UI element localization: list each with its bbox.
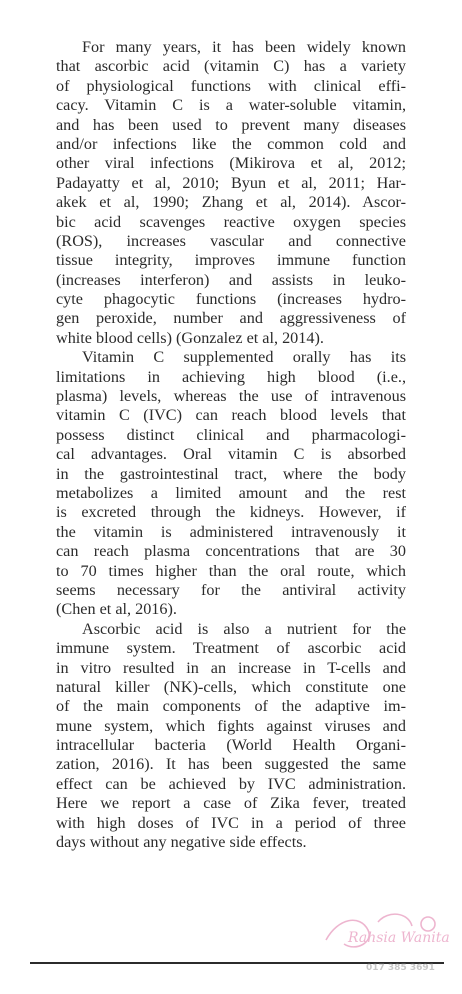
text-line: Here we report a case of Zika fever, treated [56,794,406,813]
text-line: zation, 2016). It has been suggested the same [56,755,406,774]
paragraph-2 [56,348,406,619]
text-line: vitamin C (IVC) can reach blood levels that [56,406,406,425]
text-line: can reach plasma concentrations that are 30 [56,542,406,561]
text-line: Padayatty et al, 2010; Byun et al, 2011; Har- [56,173,406,192]
text-line: of physiological functions with clinical effi- [56,76,406,95]
text-line: natural killer (NK)-cells, which constitute one [56,677,406,696]
text-line: cal advantages. Oral vitamin C is absorbed [56,445,406,464]
paragraph-3 [56,620,406,853]
text-line: in the gastrointestinal tract, where the body [56,464,406,483]
text-line: (ROS), increases vascular and connective [56,231,406,250]
text-line: bic acid scavenges reactive oxygen species [56,212,406,231]
text-line: and has been used to prevent many diseases [56,115,406,134]
text-line: effect can be achieved by IVC administration. [56,774,406,793]
text-line: possess distinct clinical and pharmacologi- [56,425,406,444]
text-line: immune system. Treatment of ascorbic acid [56,639,406,658]
text-line: (Chen et al, 2016). [56,600,177,619]
text-line: For many years, it has been widely known [82,38,406,56]
watermark-logo [308,900,458,990]
text-line: and/or infections like the common cold and [56,134,406,153]
text-line: limitations in achieving high blood (i.e., [56,367,406,386]
text-line: in vitro resulted in an increase in T-cells and [56,658,406,677]
text-line: other viral infections (Mikirova et al, 2012; [56,154,406,173]
text-line: the vitamin is administered intravenously it [56,522,406,541]
text-line: Ascorbic acid is also a nutrient for the [82,619,406,638]
text-line: days without any negative side effects. [56,833,307,852]
text-line: akek et al, 1990; Zhang et al, 2014). Ascor- [56,193,406,212]
text-line: of the main components of the adaptive im- [56,697,406,716]
text-column [56,38,406,852]
text-line: to 70 times higher than the oral route, which [56,561,406,580]
svg-text:Rahsia Wanita: Rahsia Wanita [348,930,450,946]
text-line: gen peroxide, number and aggressiveness of [56,309,406,328]
text-line: intracellular bacteria (World Health Organi- [56,736,406,755]
footer-rule [30,962,444,964]
text-line: Vitamin C supplemented orally has its [82,348,406,367]
svg-text:017 385 3691: 017 385 3691 [366,963,435,973]
text-line: with high doses of IVC in a period of three [56,813,406,832]
text-line: (increases interferon) and assists in leuko- [56,270,406,289]
text-line: plasma) levels, whereas the use of intravenous [56,387,406,406]
text-line: mune system, which fights against viruses and [56,716,406,735]
text-line: that ascorbic acid (vitamin C) has a variety [56,57,406,76]
text-line: cyte phagocytic functions (increases hydro- [56,290,406,309]
text-line: white blood cells) (Gonzalez et al, 2014). [56,328,324,347]
text-line: tissue integrity, improves immune function [56,251,406,270]
text-line: cacy. Vitamin C is a water-soluble vitamin, [56,96,406,115]
text-line: seems necessary for the antiviral activity [56,580,406,599]
text-line: metabolizes a limited amount and the rest [56,483,406,502]
text-line: is excreted through the kidneys. However, if [56,503,406,522]
paragraph-1 [56,38,406,348]
